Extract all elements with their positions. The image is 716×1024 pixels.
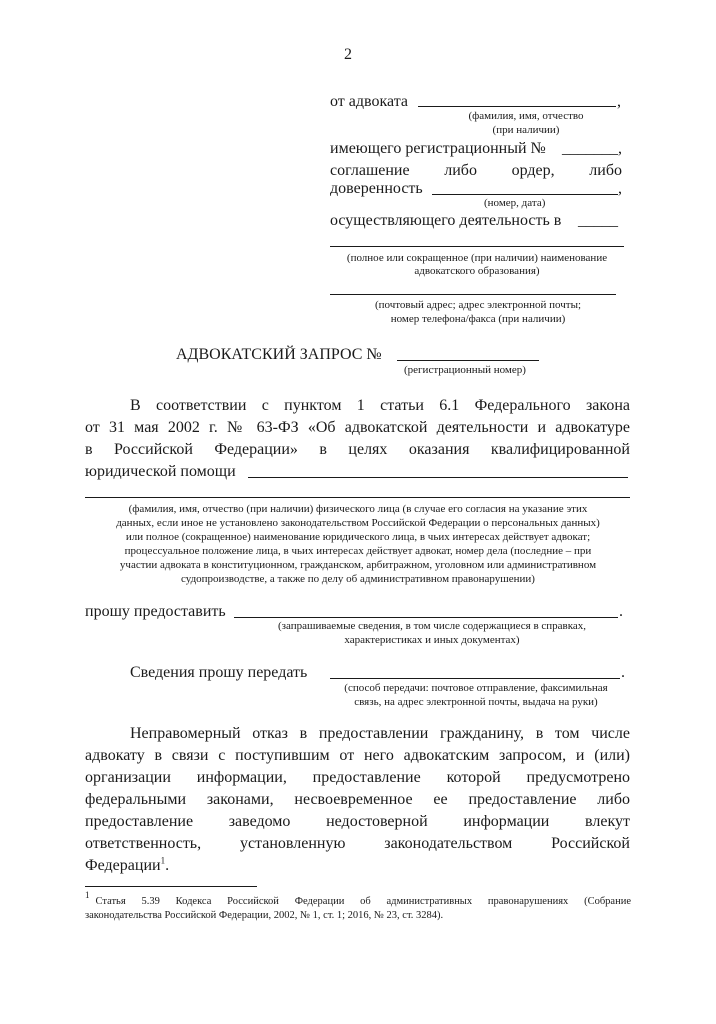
warning-line-4: федеральными законами, несвоевременное ее предоставление либо bbox=[85, 791, 630, 808]
warning-line-7 bbox=[85, 857, 169, 875]
page-number: 2 bbox=[344, 46, 352, 63]
footnote-separator bbox=[85, 886, 257, 887]
address-line bbox=[330, 294, 616, 295]
request-hint-2: характеристиках и иных документах) bbox=[344, 634, 520, 646]
agreement-word-4: либо bbox=[589, 162, 622, 179]
activity-blank: _____ bbox=[578, 212, 618, 229]
paragraph-1-line-1: В соответствии с пунктом 1 статьи 6.1 Федерального закона bbox=[130, 397, 630, 414]
legal-help-line bbox=[248, 477, 628, 478]
person-hint-2: данных, если иное не установлено законодательством Российской Федерации о персональных данных) bbox=[116, 517, 600, 529]
advocate-name-line bbox=[418, 106, 616, 107]
power-of-attorney-hint: (номер, дата) bbox=[484, 197, 546, 209]
footnote-line-2: законодательства Российской Федерации, 2002, № 1, ст. 1; 2016, № 23, ст. 3284). bbox=[85, 910, 444, 921]
organization-line bbox=[330, 246, 624, 247]
request-title: АДВОКАТСКИЙ ЗАПРОС № bbox=[176, 346, 382, 363]
person-hint-3: или полное (сокращенное) наименование юридического лица, в чьих интересах действует адвокат; bbox=[125, 531, 591, 543]
person-hint-1: (фамилия, имя, отчество (при наличии) физического лица (в случае его согласия на указание этих bbox=[128, 503, 588, 515]
advocate-name-comma: , bbox=[617, 93, 621, 110]
transfer-hint-2: связь, на адрес электронной почты, выдача на руки) bbox=[354, 696, 598, 708]
agreement-word-3: ордер, bbox=[511, 162, 555, 179]
request-number-hint: (регистрационный номер) bbox=[404, 364, 526, 376]
request-hint-1: (запрашиваемые сведения, в том числе содержащиеся в справках, bbox=[277, 620, 587, 632]
warning-line-1: Неправомерный отказ в предоставлении гражданину, в том числе bbox=[130, 725, 630, 742]
request-label: прошу предоставить bbox=[85, 603, 226, 620]
paragraph-1-line-4: юридической помощи bbox=[85, 463, 236, 480]
footnote-line-1 bbox=[85, 890, 631, 908]
request-line bbox=[234, 617, 618, 618]
person-hint-6: судопроизводстве, а также по делу об административном правонарушении) bbox=[181, 573, 535, 585]
registration-number-blank: _______, bbox=[562, 140, 622, 157]
paragraph-1-line-3: в Российской Федерации» в целях оказания квалифицированной bbox=[85, 441, 630, 458]
agreement-word-2: либо bbox=[444, 162, 477, 179]
request-end: . bbox=[619, 603, 623, 620]
address-hint-2: номер телефона/факса (при наличии) bbox=[390, 313, 566, 325]
agreement-word-1: соглашение bbox=[330, 162, 410, 179]
warning-line-3: организации информации, предоставление которой предусмотрено bbox=[85, 769, 630, 786]
transfer-hint-1: (способ передачи: почтовое отправление, факсимильная bbox=[344, 682, 608, 694]
footnote-text-1: Статья 5.39 Кодекса Российской Федерации об административных правонарушениях (Собрание bbox=[95, 896, 631, 907]
power-of-attorney-label: доверенность bbox=[330, 180, 423, 197]
warning-line-6: ответственность, установленную законодательством Российской bbox=[85, 835, 630, 852]
organization-hint-1: (полное или сокращенное (при наличии) наименование bbox=[346, 252, 608, 264]
warning-line-7-text: Федерации bbox=[85, 857, 161, 874]
address-hint-1: (почтовый адрес; адрес электронной почты; bbox=[374, 299, 582, 311]
advocate-name-hint: (фамилия, имя, отчество bbox=[468, 110, 584, 122]
advocate-name-hint-2: (при наличии) bbox=[492, 124, 560, 136]
from-advocate-label: от адвоката bbox=[330, 93, 408, 110]
transfer-line bbox=[330, 678, 620, 679]
person-hint-5: участии адвоката в конституционном, гражданском, арбитражном, уголовном или административном bbox=[119, 559, 597, 571]
warning-line-2: адвокату в связи с поступившим от него адвокатским запросом, и (или) bbox=[85, 747, 630, 764]
person-line bbox=[85, 497, 630, 498]
agreement-line bbox=[330, 162, 622, 180]
paragraph-1-line-2: от 31 мая 2002 г. № 63-ФЗ «Об адвокатской деятельности и адвокатуре bbox=[85, 419, 630, 436]
power-of-attorney-comma: , bbox=[618, 180, 622, 197]
footnote-reference[interactable]: 1 bbox=[160, 855, 166, 866]
activity-label: осуществляющего деятельность в bbox=[330, 212, 562, 229]
transfer-end: . bbox=[621, 664, 625, 681]
person-hint-4: процессуальное положение лица, в чьих интересах действует адвокат, номер дела (последние – при bbox=[124, 545, 592, 557]
power-of-attorney-line bbox=[432, 194, 618, 195]
registration-number-label: имеющего регистрационный № bbox=[330, 140, 546, 157]
warning-line-5: предоставление заведомо недостоверной информации влекут bbox=[85, 813, 630, 830]
footnote-marker: 1 bbox=[85, 890, 90, 900]
organization-hint-2: адвокатского образования) bbox=[414, 265, 540, 277]
transfer-label: Сведения прошу передать bbox=[130, 664, 308, 681]
warning-line-7-end: . bbox=[165, 857, 170, 874]
request-number-line bbox=[397, 360, 539, 361]
